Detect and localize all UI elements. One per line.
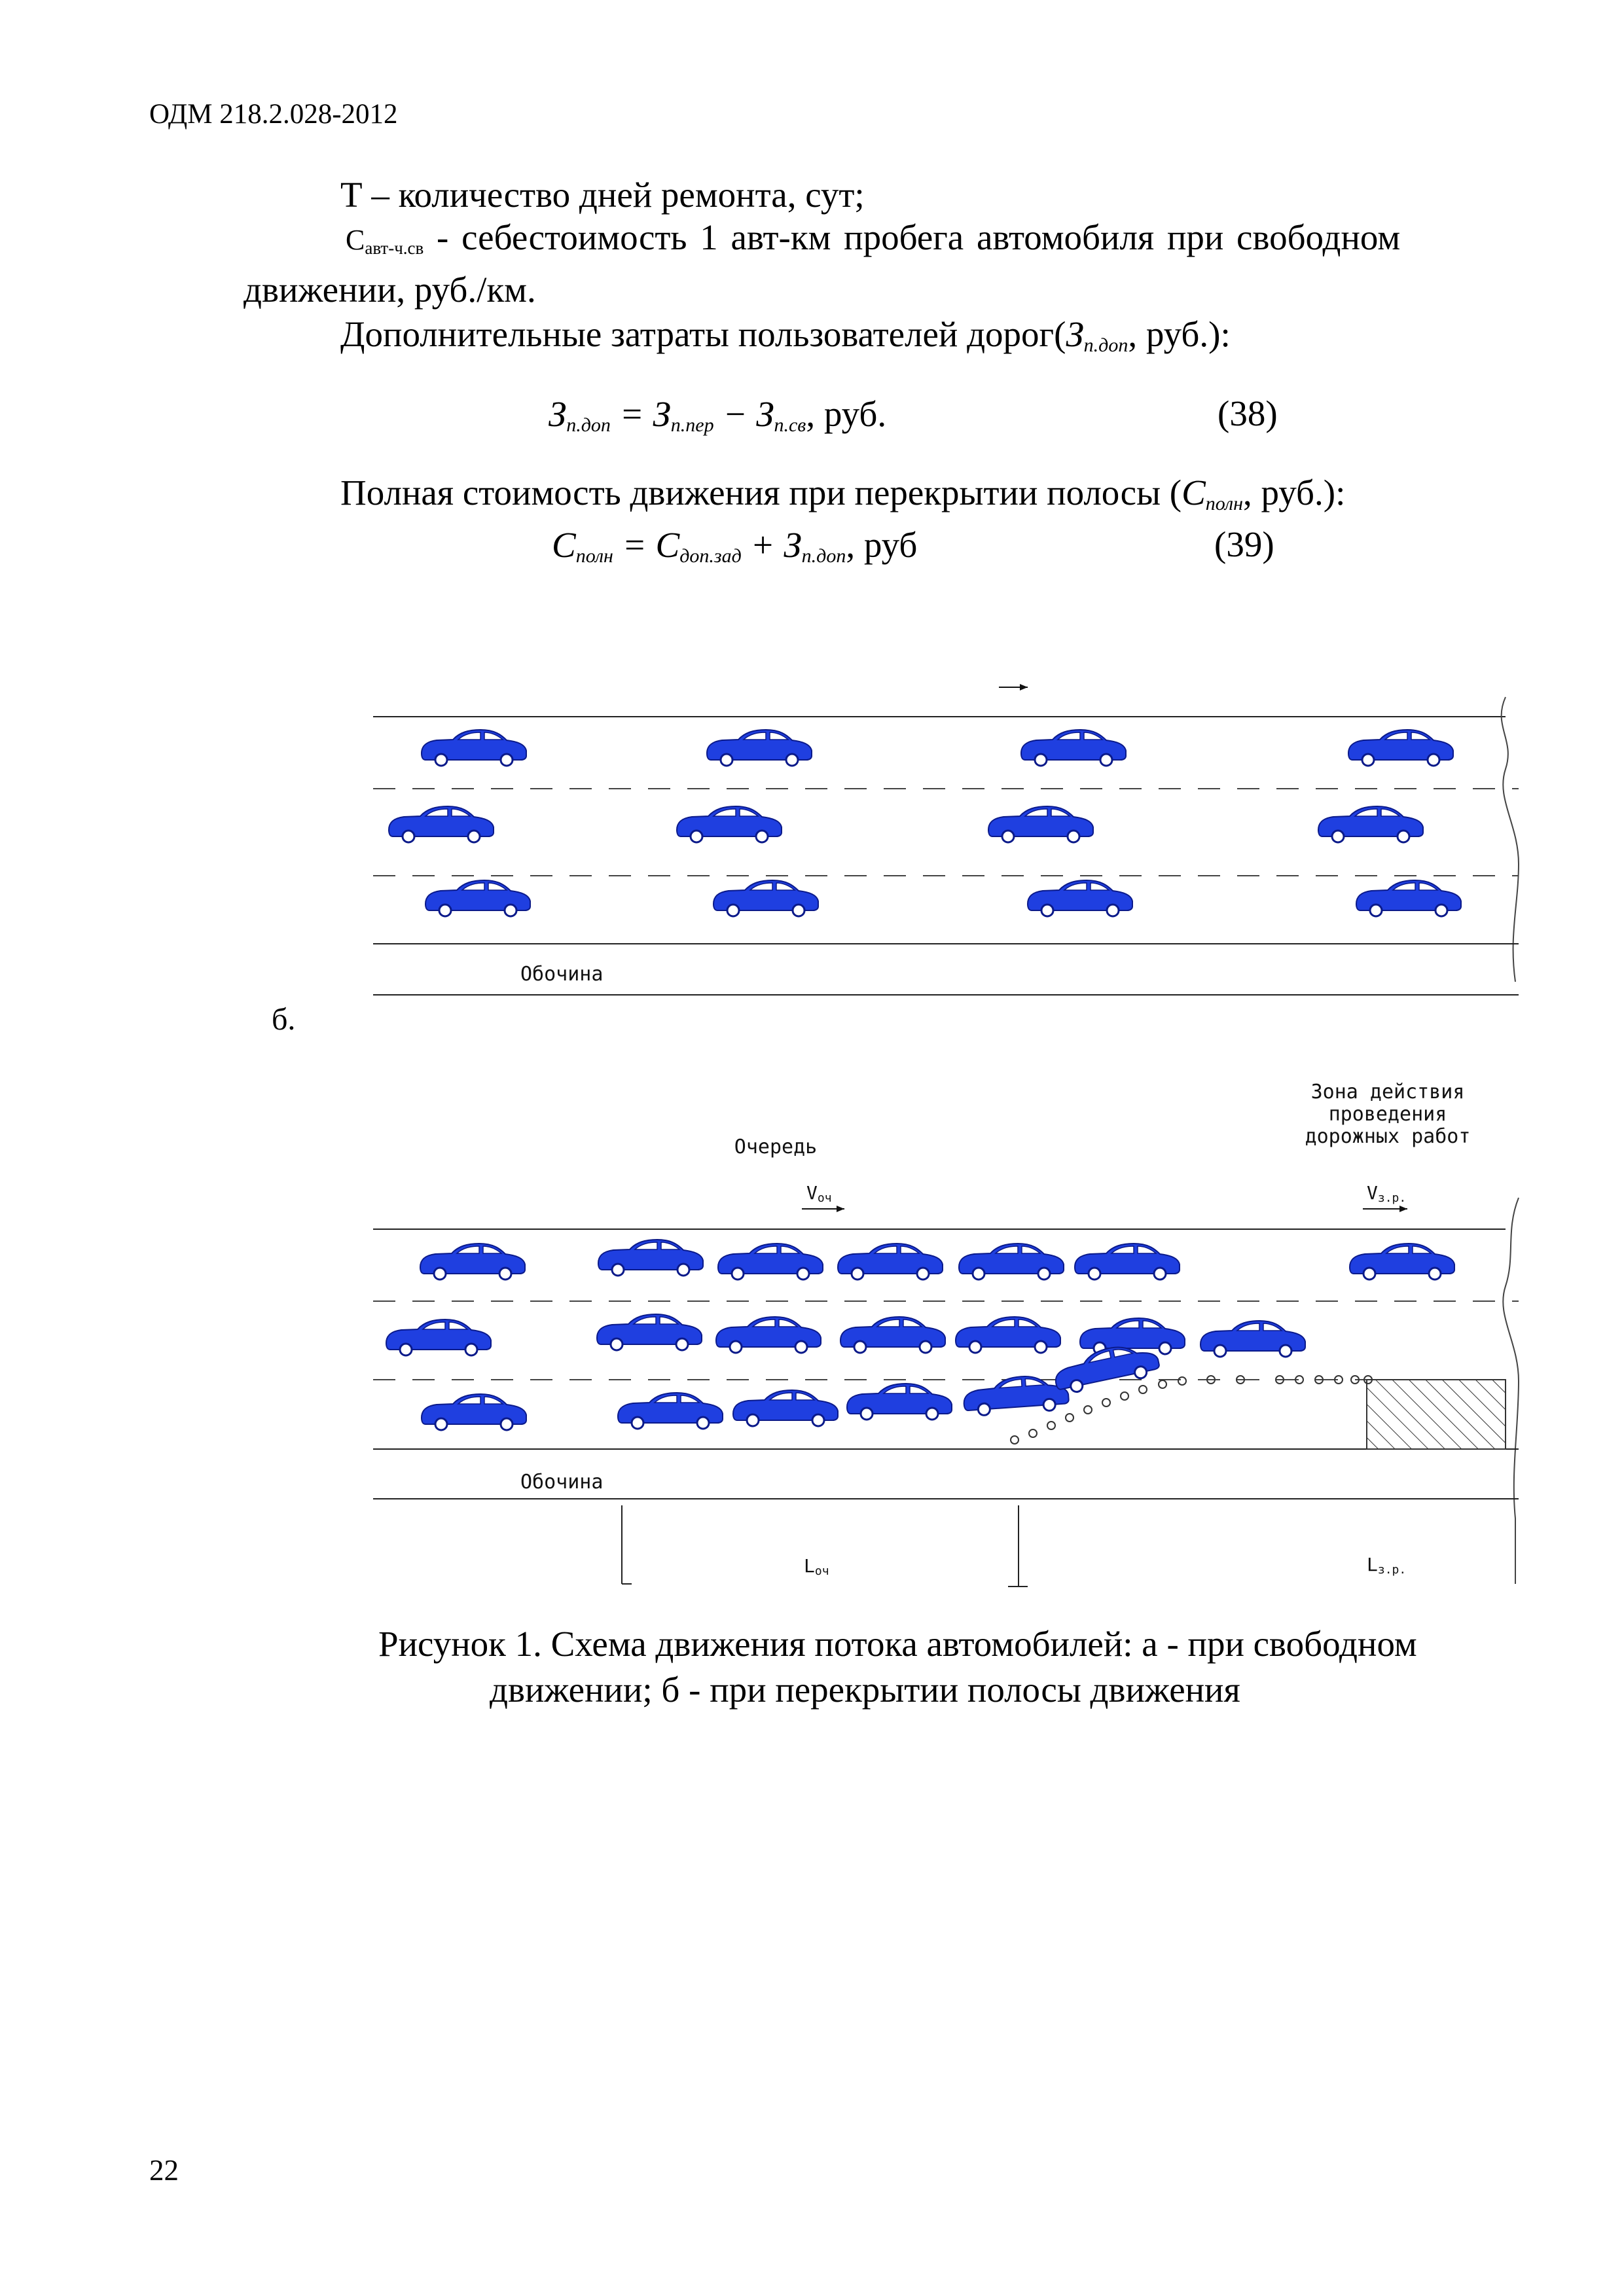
full-cost-symbol: С: [1182, 473, 1206, 512]
traffic-flow-diagram: [367, 655, 1558, 1610]
queue-speed-symbol: V: [806, 1182, 818, 1204]
figure-caption-line2: движении; б - при перекрытии полосы движения: [490, 1670, 1240, 1710]
diagram-a-free-flow: [373, 684, 1519, 995]
eq39-lhs-subscript: полн: [575, 545, 613, 567]
road-break-line: [1502, 697, 1519, 982]
car: [718, 1244, 823, 1280]
car: [847, 1384, 952, 1420]
car: [677, 806, 782, 842]
car: [389, 806, 494, 842]
full-cost-text: Полная стоимость движения при перекрытии полосы (: [340, 473, 1182, 512]
queue-label: Очередь: [734, 1136, 818, 1158]
additional-costs-unit: , руб.):: [1128, 314, 1231, 354]
work-zone-label-line3: дорожных работ: [1305, 1125, 1471, 1148]
eq38-term2-subscript: п.св: [774, 414, 806, 436]
zone-length-subscript: з.р.: [1377, 1563, 1407, 1577]
text-line-full-cost: [340, 471, 1345, 526]
eq39-unit: , руб: [846, 525, 918, 565]
eq38-unit: , руб.: [806, 394, 887, 434]
text-line-days: Т – количество дней ремонта, сут;: [340, 175, 865, 215]
queue-speed-subscript: оч: [817, 1191, 832, 1205]
car: [1348, 730, 1453, 766]
equation-39: [552, 524, 917, 578]
car: [1080, 1318, 1185, 1354]
equation-38: [549, 393, 886, 447]
eq39-lhs: С: [552, 525, 576, 565]
additional-costs-subscript: п.доп: [1083, 334, 1128, 356]
page-number: 22: [149, 2154, 179, 2187]
queue-speed-label: [806, 1182, 832, 1205]
queue-length-label: [804, 1555, 829, 1578]
car: [422, 1394, 526, 1430]
shoulder-label-b: Обочина: [520, 1471, 604, 1494]
car: [1021, 730, 1126, 766]
car: [597, 1314, 702, 1350]
work-zone-hatched-area: [1367, 1380, 1506, 1449]
eq38-term1: = З: [610, 394, 671, 434]
eq39-term1-subscript: доп.зад: [679, 545, 742, 567]
zone-length-label: [1367, 1554, 1406, 1577]
car: [713, 880, 818, 916]
car: [1075, 1244, 1180, 1280]
document-code-header: ОДМ 218.2.028-2012: [149, 99, 398, 130]
car: [618, 1393, 723, 1429]
figure-b-label: б.: [272, 1002, 296, 1037]
queue-length-symbol: L: [804, 1555, 815, 1577]
eq39-term2: + З: [741, 525, 802, 565]
car: [840, 1317, 945, 1353]
equation-38-number: (38): [1218, 393, 1278, 433]
eq39-term2-subscript: п.доп: [801, 545, 846, 567]
eq38-lhs: З: [549, 394, 567, 434]
eq38-term1-subscript: п.пер: [670, 414, 714, 436]
zone-speed-label: [1367, 1182, 1406, 1205]
car: [733, 1390, 838, 1426]
queue-length-subscript: оч: [814, 1564, 829, 1578]
figure-caption-line1: Рисунок 1. Схема движения потока автомобилей: а - при свободном: [378, 1624, 1417, 1664]
car: [1356, 880, 1461, 916]
text-line-cost-per-km: [346, 216, 1400, 270]
car: [988, 806, 1093, 842]
car: [959, 1244, 1064, 1280]
cost-symbol-subscript: авт-ч.св: [365, 238, 424, 258]
eq39-term1: = С: [613, 525, 680, 565]
car: [1028, 880, 1132, 916]
car: [386, 1319, 491, 1355]
car: [1318, 806, 1423, 842]
car: [1200, 1321, 1305, 1357]
car: [716, 1317, 821, 1353]
car: [707, 730, 812, 766]
work-zone-label-line1: Зона действия: [1310, 1081, 1465, 1103]
work-zone-label-line2: проведения: [1328, 1103, 1447, 1126]
cost-definition: - себестоимость 1 авт-км пробега автомобиля при свободном: [424, 217, 1401, 257]
cost-symbol: С: [346, 224, 365, 256]
additional-costs-symbol: З: [1066, 314, 1084, 354]
text-line-free-flow: движении, руб./км.: [244, 270, 536, 310]
car: [1350, 1244, 1454, 1280]
shoulder-label-a: Обочина: [520, 963, 604, 986]
text-line-additional-costs: [340, 313, 1231, 367]
eq38-term2: − З: [713, 394, 774, 434]
zone-speed-symbol: V: [1367, 1182, 1378, 1204]
eq38-lhs-subscript: п.доп: [566, 414, 611, 436]
zone-length-symbol: L: [1367, 1554, 1378, 1575]
car: [420, 1244, 525, 1280]
full-cost-subscript: полн: [1205, 493, 1243, 514]
equation-39-number: (39): [1214, 524, 1274, 564]
car: [425, 880, 530, 916]
full-cost-unit: , руб.):: [1243, 473, 1346, 512]
zone-speed-subscript: з.р.: [1377, 1191, 1407, 1205]
car: [956, 1317, 1060, 1353]
diagram-b-lane-closure: [373, 1081, 1519, 1587]
additional-costs-text: Дополнительные затраты пользователей дорог(: [340, 314, 1066, 354]
car: [422, 730, 526, 766]
car: [598, 1240, 703, 1276]
car: [838, 1244, 943, 1280]
